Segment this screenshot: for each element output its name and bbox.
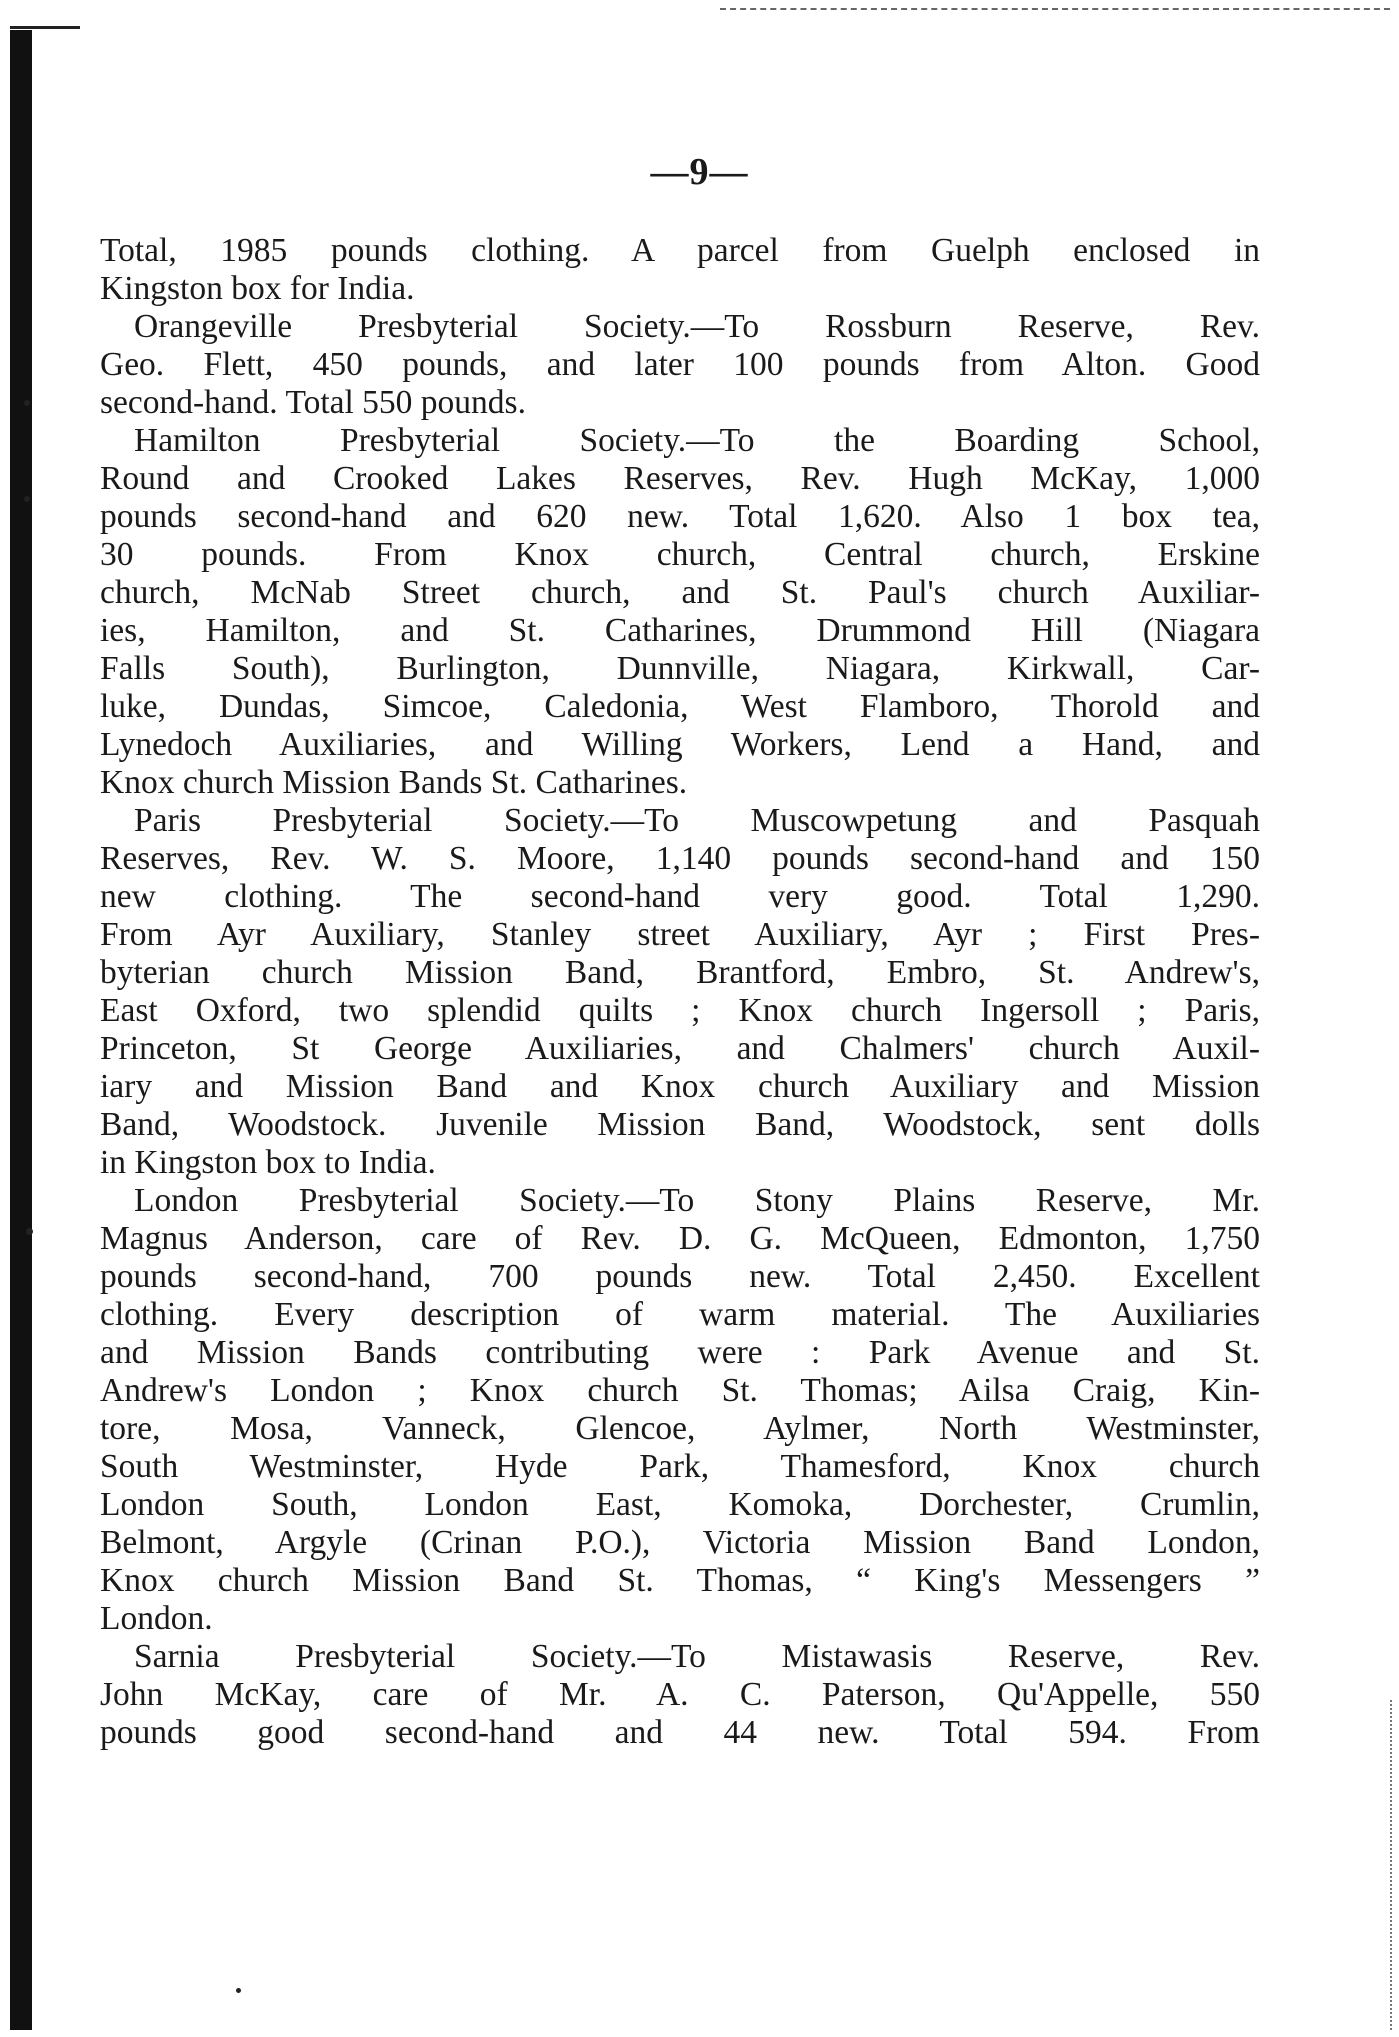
- body-text: [100, 232, 1260, 1752]
- text-line: Round and Crooked Lakes Reserves, Rev. Hugh McKay, 1,000: [100, 460, 1260, 497]
- scan-artifact-top: [720, 8, 1390, 14]
- text-line: Band, Woodstock. Juvenile Mission Band, Woodstock, sent dolls: [100, 1106, 1260, 1143]
- text-line: London South, London East, Komoka, Dorchester, Crumlin,: [100, 1486, 1260, 1523]
- page-number: —9—: [650, 151, 749, 193]
- text-line: Lynedoch Auxiliaries, and Willing Workers, Lend a Hand, and: [100, 726, 1260, 763]
- text-line: Hamilton Presbyterial Society.—To the Boarding School,: [134, 422, 1260, 459]
- text-line: second-hand. Total 550 pounds.: [100, 384, 526, 421]
- text-line: Paris Presbyterial Society.—To Muscowpetung and Pasquah: [134, 802, 1260, 839]
- binding-edge: [10, 30, 32, 2030]
- text-line: Geo. Flett, 450 pounds, and later 100 pounds from Alton. Good: [100, 346, 1260, 383]
- text-line: Reserves, Rev. W. S. Moore, 1,140 pounds second-hand and 150: [100, 840, 1260, 877]
- page-edge-mark: [10, 26, 80, 29]
- text-line: and Mission Bands contributing were : Park Avenue and St.: [100, 1334, 1260, 1371]
- text-line: Belmont, Argyle (Crinan P.O.), Victoria Mission Band London,: [100, 1524, 1260, 1561]
- text-line: Magnus Anderson, care of Rev. D. G. McQueen, Edmonton, 1,750: [100, 1220, 1260, 1257]
- text-line: Knox church Mission Band St. Thomas, “ King's Messengers ”: [100, 1562, 1260, 1599]
- text-line: tore, Mosa, Vanneck, Glencoe, Aylmer, North Westminster,: [100, 1410, 1260, 1447]
- margin-mark: [236, 1988, 241, 1993]
- text-line: iary and Mission Band and Knox church Auxiliary and Mission: [100, 1068, 1260, 1105]
- text-line: Knox church Mission Bands St. Catharines.: [100, 764, 688, 801]
- text-line: pounds second-hand, 700 pounds new. Total 2,450. Excellent: [100, 1258, 1260, 1295]
- margin-mark: [24, 400, 30, 406]
- text-line: luke, Dundas, Simcoe, Caledonia, West Flamboro, Thorold and: [100, 688, 1260, 725]
- text-line: 30 pounds. From Knox church, Central church, Erskine: [100, 536, 1260, 573]
- text-line: byterian church Mission Band, Brantford, Embro, St. Andrew's,: [100, 954, 1260, 991]
- text-line: Princeton, St George Auxiliaries, and Chalmers' church Auxil-: [100, 1030, 1260, 1067]
- text-line: John McKay, care of Mr. A. C. Paterson, Qu'Appelle, 550: [100, 1676, 1260, 1713]
- text-line: South Westminster, Hyde Park, Thamesford, Knox church: [100, 1448, 1260, 1485]
- text-line: pounds good second-hand and 44 new. Total 594. From: [100, 1714, 1260, 1751]
- text-line: Sarnia Presbyterial Society.—To Mistawasis Reserve, Rev.: [134, 1638, 1260, 1675]
- scan-artifact-right: [1390, 1700, 1395, 2030]
- margin-mark: [24, 496, 30, 502]
- text-line: London Presbyterial Society.—To Stony Plains Reserve, Mr.: [134, 1182, 1260, 1219]
- text-line: From Ayr Auxiliary, Stanley street Auxiliary, Ayr ; First Pres-: [100, 916, 1260, 953]
- text-line: new clothing. The second-hand very good. Total 1,290.: [100, 878, 1260, 915]
- text-line: London.: [100, 1600, 213, 1637]
- text-line: Falls South), Burlington, Dunnville, Niagara, Kirkwall, Car-: [100, 650, 1260, 687]
- text-line: clothing. Every description of warm material. The Auxiliaries: [100, 1296, 1260, 1333]
- text-line: church, McNab Street church, and St. Paul's church Auxiliar-: [100, 574, 1260, 611]
- text-line: Kingston box for India.: [100, 270, 415, 307]
- text-line: East Oxford, two splendid quilts ; Knox church Ingersoll ; Paris,: [100, 992, 1260, 1029]
- text-line: Total, 1985 pounds clothing. A parcel from Guelph enclosed in: [100, 232, 1260, 269]
- text-line: pounds second-hand and 620 new. Total 1,620. Also 1 box tea,: [100, 498, 1260, 535]
- text-line: Andrew's London ; Knox church St. Thomas; Ailsa Craig, Kin-: [100, 1372, 1260, 1409]
- text-line: Orangeville Presbyterial Society.—To Rossburn Reserve, Rev.: [134, 308, 1260, 345]
- margin-mark: [26, 1228, 33, 1235]
- text-line: in Kingston box to India.: [100, 1144, 436, 1181]
- text-line: ies, Hamilton, and St. Catharines, Drummond Hill (Niagara: [100, 612, 1260, 649]
